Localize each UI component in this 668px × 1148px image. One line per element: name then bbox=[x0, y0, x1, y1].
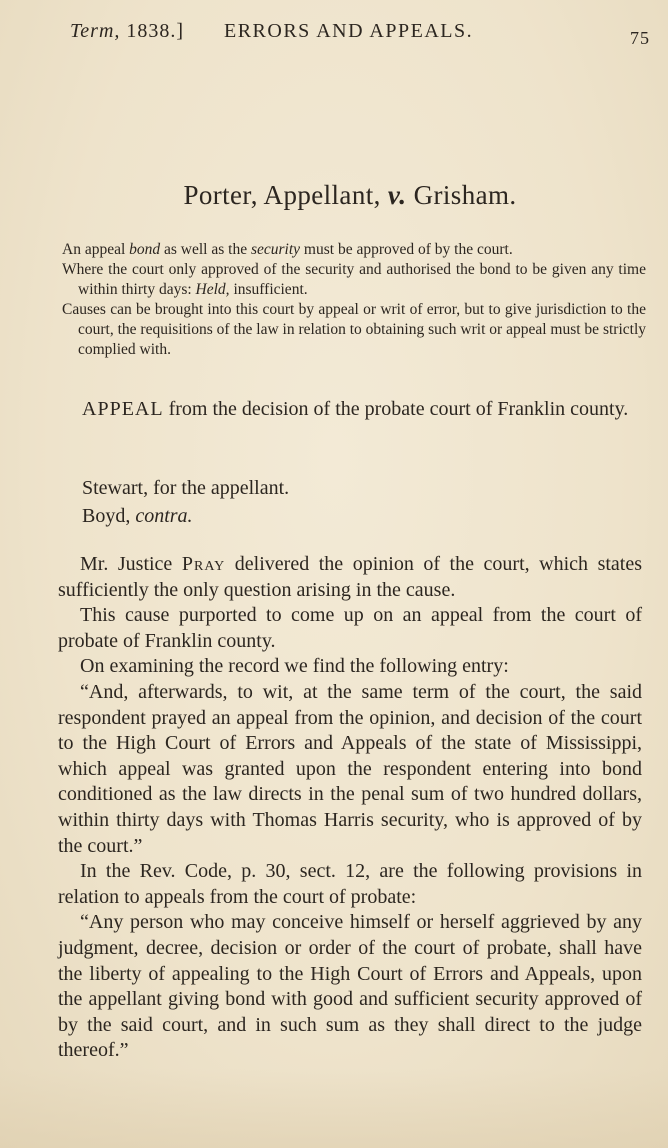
case-title-versus: v. bbox=[387, 180, 407, 210]
running-head-title: ERRORS AND APPEALS. bbox=[224, 20, 474, 42]
opinion-paragraph-5: In the Rev. Code, p. 30, sect. 12, are the following provisions in relation to appeals from the court of probate: bbox=[58, 860, 642, 908]
case-title-parties: Porter, Appellant, bbox=[183, 180, 388, 210]
headnote-2 bbox=[62, 260, 646, 300]
page-number: 75 bbox=[630, 28, 650, 48]
opinion bbox=[58, 552, 642, 1064]
running-head-term bbox=[70, 20, 184, 43]
headnote-text: as well as the bbox=[160, 241, 251, 258]
headnote-1 bbox=[62, 240, 646, 260]
case-title bbox=[0, 180, 668, 211]
headnotes bbox=[62, 240, 646, 360]
opinion-text: delivered the opinion of the court, which states sufficiently the only question arising in the cause. bbox=[58, 553, 643, 601]
headnote-3 bbox=[62, 300, 646, 360]
opinion-text: Mr. Justice bbox=[80, 553, 182, 575]
case-title-respondent: Grisham. bbox=[406, 180, 517, 210]
opinion-paragraph-3: On examining the record we find the following entry: bbox=[80, 655, 509, 678]
appeal-statement bbox=[62, 396, 646, 422]
headnote-text: must be approved of by the court. bbox=[300, 241, 513, 258]
term-year: 1838.] bbox=[126, 20, 185, 42]
opinion-paragraph-6: “Any person who may conceive himself or herself aggrieved by any judgment, decree, decision or order of the court of probate, shall have the liberty of appealing to the High Court of Errors and Appeals, upon the appellant giving bond with good and sufficient security approved of by the said court, and in such sum as they shall direct to the judge thereof.” bbox=[58, 911, 642, 1062]
appeal-caps: APPEAL bbox=[82, 398, 164, 420]
counsel-respondent-role: contra. bbox=[135, 505, 193, 527]
headnote-text: insufficient. bbox=[229, 281, 308, 298]
opinion-paragraph-4: “And, afterwards, to wit, at the same term of the court, the said respondent prayed an appeal from the opinion, and decision of the court to the High Court of Errors and Appeals of the state of Mississippi, which appeal was granted upon the respondent entering into bond conditioned as the law directs in the penal sum of two hundred dollars, within thirty days with Thomas Harris security, who is approved of by the court.” bbox=[58, 680, 642, 857]
headnote-italic: security bbox=[250, 241, 301, 258]
appeal-text: from the decision of the probate court of Franklin county. bbox=[163, 398, 629, 420]
page-aging-shade bbox=[0, 1068, 668, 1148]
headnote-italic: bond bbox=[129, 241, 161, 258]
headnote-italic: Held, bbox=[195, 281, 230, 298]
justice-name: Pray bbox=[181, 553, 226, 575]
counsel-appellant: Stewart, for the appellant. bbox=[82, 477, 290, 499]
headnote-text: An appeal bbox=[62, 241, 130, 258]
term-word: Term, bbox=[70, 20, 121, 42]
counsel bbox=[82, 474, 289, 530]
opinion-paragraph-2: This cause purported to come up on an appeal from the court of probate of Franklin county. bbox=[58, 604, 642, 652]
counsel-respondent bbox=[82, 502, 289, 530]
counsel-respondent-name: Boyd, bbox=[82, 505, 136, 527]
opinion-paragraph-1 bbox=[58, 552, 642, 603]
headnote-text: Causes can be brought into this court by appeal or writ of error, but to give jurisdiction to the court, the requisitions of the law in relation to obtaining such writ or appeal must be strictly complied with. bbox=[62, 301, 646, 358]
running-head bbox=[70, 20, 650, 50]
headnote-text: Where the court only approved of the security and authorised the bond to be given any time within thirty days: bbox=[62, 261, 646, 298]
